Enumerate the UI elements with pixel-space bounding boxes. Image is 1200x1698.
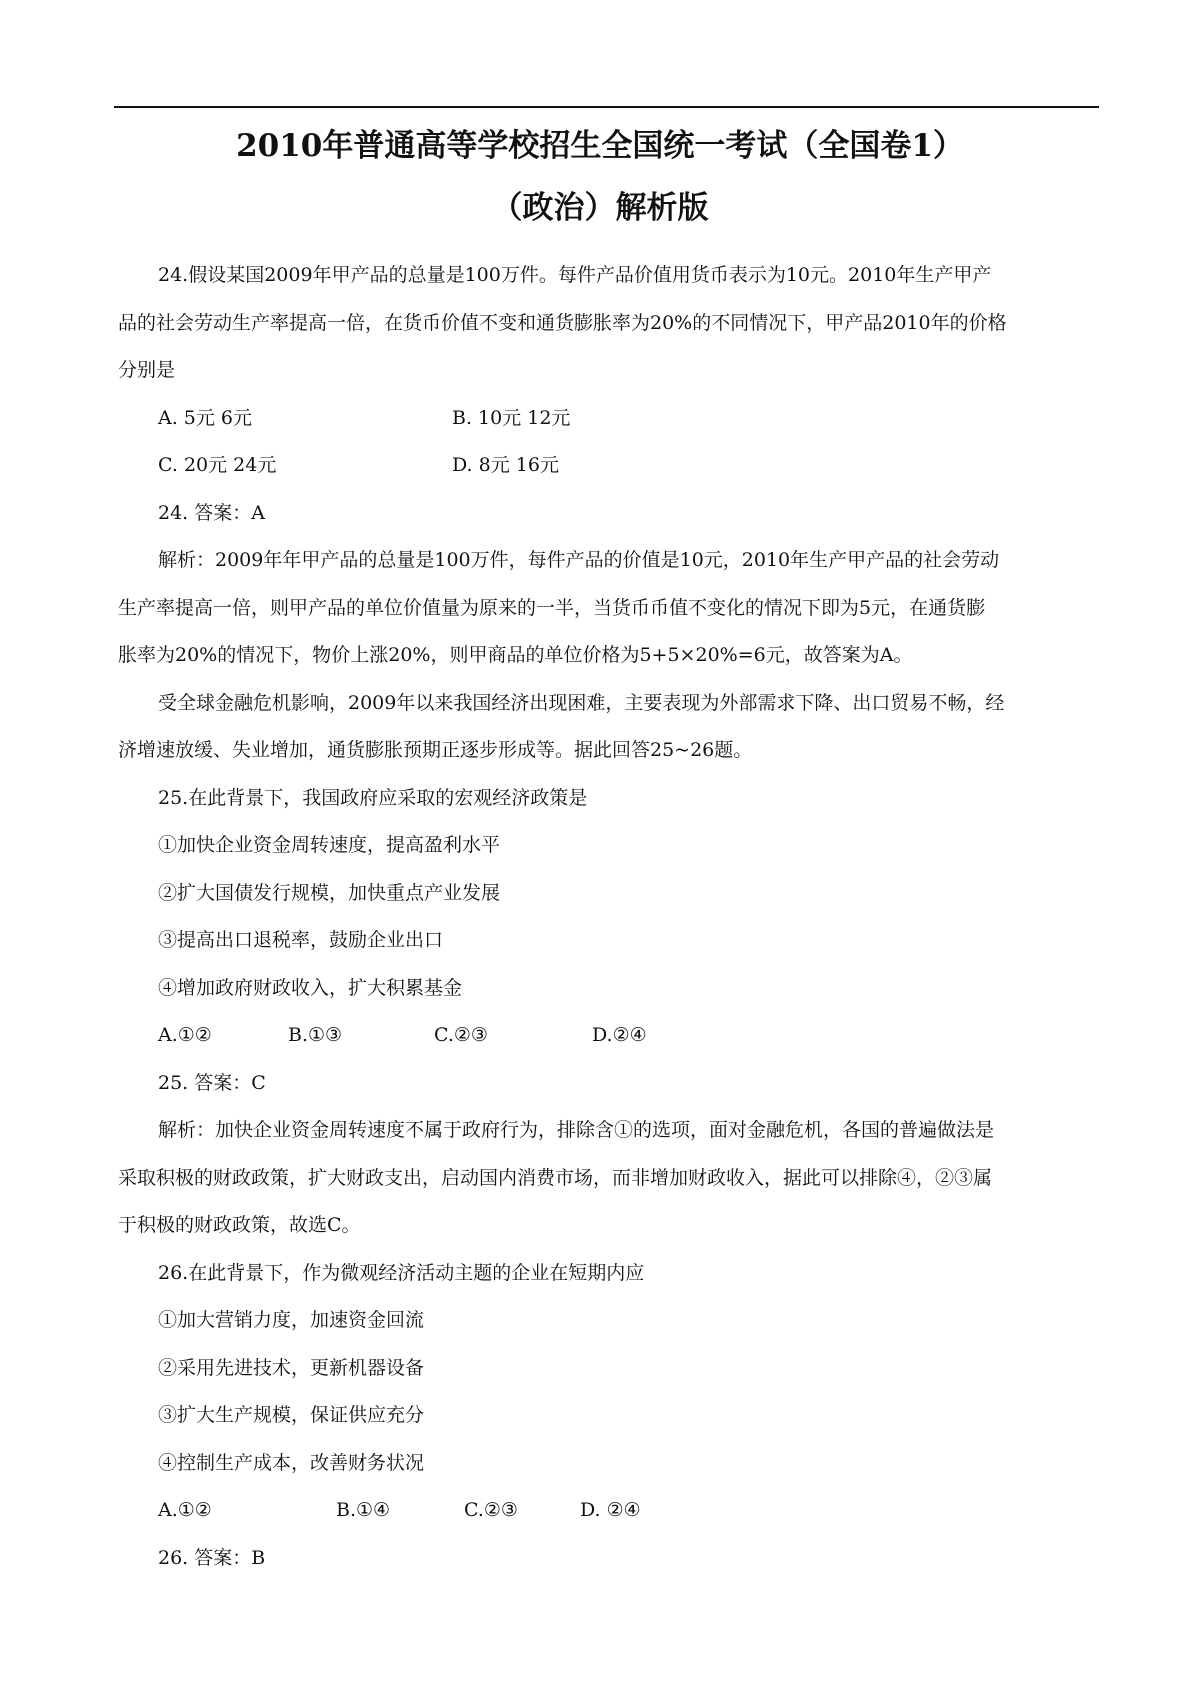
page-subtitle: （政治）解析版: [491, 190, 709, 226]
q26-options: [158, 1487, 1098, 1535]
q24-stem-line-2: 品的社会劳动生产率提高一倍，在货币价值不变和通货膨胀率为20%的不同情况下，甲产品2010年的价格: [118, 311, 1007, 334]
q24-options-row-1: [158, 395, 1098, 443]
q25-analysis-line-2: 采取积极的财政政策，扩大财政支出，启动国内消费市场，而非增加财政收入，据此可以排除④，②③属: [118, 1166, 993, 1189]
q24-options-row-2: [158, 442, 1098, 490]
q24-stem-line-1: 24.假设某国2009年甲产品的总量是100万件。每件产品价值用货币表示为10元。2010年生产甲产: [158, 264, 992, 286]
q25-option-b: B.①③: [288, 1024, 343, 1046]
q25-item-1: ①加快企业资金周转速度，提高盈利水平: [158, 834, 501, 856]
q26-option-a: A.①②: [158, 1499, 212, 1521]
q25-option-c: C.②③: [434, 1024, 488, 1046]
q25-item-2: ②扩大国债发行规模，加快重点产业发展: [158, 881, 501, 904]
q26-stem: 26.在此背景下，作为微观经济活动主题的企业在短期内应: [158, 1261, 645, 1284]
q26-item-4: ④控制生产成本，改善财务状况: [158, 1451, 425, 1474]
q25-item-3: ③提高出口退税率，鼓励企业出口: [158, 929, 444, 951]
q25-item-4: ④增加政府财政收入，扩大积累基金: [158, 976, 463, 999]
q25-stem: 25.在此背景下，我国政府应采取的宏观经济政策是: [158, 786, 588, 809]
q24-analysis-line-2: 生产率提高一倍，则甲产品的单位价值量为原来的一半，当货币币值不变化的情况下即为5元，在通货膨: [118, 596, 986, 619]
q25-analysis-line-1: 解析：加快企业资金周转速度不属于政府行为，排除含①的选项，面对金融危机，各国的普遍做法是: [158, 1119, 995, 1141]
q26-option-b: B.①④: [336, 1499, 391, 1521]
header-rule: [114, 106, 1099, 108]
q25-option-a: A.①②: [158, 1024, 212, 1046]
q25-analysis-line-3: 于积极的财政政策，故选C。: [118, 1214, 361, 1236]
q24-option-d: D. 8元 16元: [452, 454, 559, 476]
q24-option-a: A. 5元 6元: [158, 406, 253, 429]
q24-stem-line-3: 分别是: [118, 359, 176, 381]
q26-answer: 26. 答案：B: [158, 1546, 266, 1569]
page-title: 2010年普通高等学校招生全国统一考试（全国卷1）: [236, 128, 964, 164]
context-line-1: 受全球金融危机影响，2009年以来我国经济出现困难，主要表现为外部需求下降、出口贸易不畅，经: [158, 691, 1005, 714]
q26-item-2: ②采用先进技术，更新机器设备: [158, 1356, 425, 1379]
context-line-2: 济增速放缓、失业增加，通货膨胀预期正逐步形成等。据此回答25~26题。: [118, 739, 753, 761]
q25-option-d: D.②④: [592, 1024, 647, 1046]
q24-option-b: B. 10元 12元: [452, 406, 571, 429]
q25-answer: 25. 答案：C: [158, 1071, 266, 1094]
q24-option-c: C. 20元 24元: [158, 454, 277, 476]
q26-item-1: ①加大营销力度，加速资金回流: [158, 1309, 425, 1331]
q24-analysis-line-3: 胀率为20%的情况下，物价上涨20%，则甲商品的单位价格为5+5×20%=6元，故答案为A。: [118, 644, 913, 666]
q24-answer: 24. 答案：A: [158, 501, 265, 524]
q25-options: [158, 1012, 1098, 1060]
q26-option-c: C.②③: [464, 1499, 518, 1521]
q26-option-d: D. ②④: [580, 1499, 641, 1521]
q26-item-3: ③扩大生产规模，保证供应充分: [158, 1404, 425, 1426]
document-body: [118, 252, 1098, 1582]
q24-analysis-line-1: 解析：2009年年甲产品的总量是100万件，每件产品的价值是10元，2010年生产甲产品的社会劳动: [158, 549, 1000, 571]
